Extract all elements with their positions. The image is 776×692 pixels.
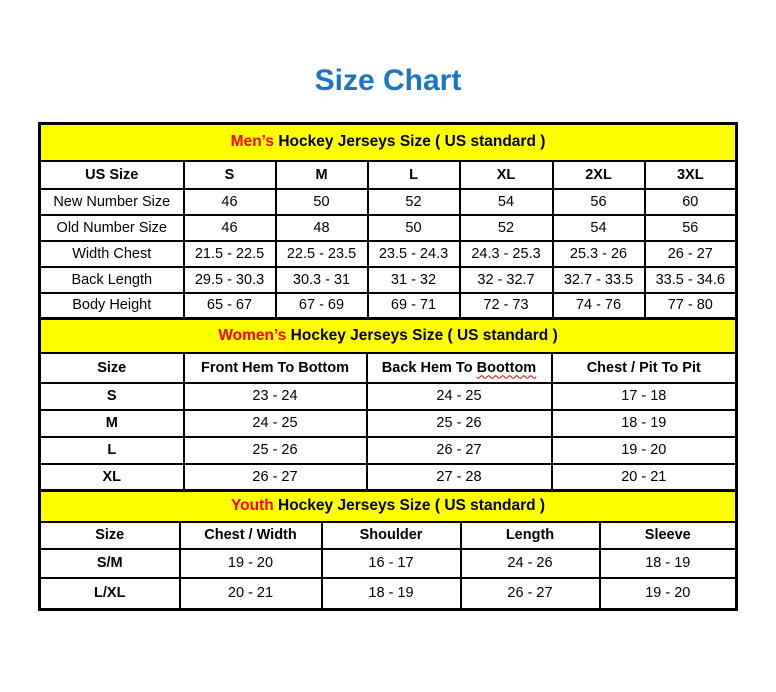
column-header: S bbox=[184, 161, 276, 189]
size-value-cell: 52 bbox=[460, 215, 553, 241]
size-value-cell: 18 - 19 bbox=[600, 549, 737, 578]
row-label: L bbox=[40, 437, 184, 464]
spellcheck-underlined-word: Boottom bbox=[476, 359, 537, 376]
size-value-cell: 50 bbox=[276, 189, 368, 215]
size-value-cell: 25 - 26 bbox=[184, 437, 367, 464]
column-header: Shoulder bbox=[322, 522, 461, 549]
table-row bbox=[40, 383, 737, 410]
column-header: 2XL bbox=[553, 161, 645, 189]
size-value-cell: 21.5 - 22.5 bbox=[184, 241, 276, 267]
row-label: S/M bbox=[40, 549, 180, 578]
size-value-cell: 19 - 20 bbox=[552, 437, 737, 464]
size-value-cell: 26 - 27 bbox=[184, 464, 367, 491]
size-value-cell: 17 - 18 bbox=[552, 383, 737, 410]
size-value-cell: 27 - 28 bbox=[367, 464, 552, 491]
size-value-cell: 65 - 67 bbox=[184, 293, 276, 319]
row-label: Old Number Size bbox=[40, 215, 184, 241]
table-row bbox=[40, 241, 737, 267]
youth-banner-row bbox=[40, 491, 737, 522]
mens-table-banner bbox=[40, 124, 737, 161]
size-value-cell: 20 - 21 bbox=[552, 464, 737, 491]
table-row bbox=[40, 267, 737, 293]
size-value-cell: 67 - 69 bbox=[276, 293, 368, 319]
row-label: New Number Size bbox=[40, 189, 184, 215]
column-header: Size bbox=[40, 353, 184, 383]
size-value-cell: 19 - 20 bbox=[600, 578, 737, 610]
row-label: Back Length bbox=[40, 267, 184, 293]
size-value-cell: 56 bbox=[645, 215, 737, 241]
table-row bbox=[40, 578, 737, 610]
size-value-cell: 32 - 32.7 bbox=[460, 267, 553, 293]
column-header: L bbox=[368, 161, 460, 189]
youth-table-banner bbox=[40, 491, 737, 522]
column-header-prefix: Back Hem To bbox=[381, 359, 477, 376]
youth-header-row bbox=[40, 522, 737, 549]
table-row bbox=[40, 464, 737, 491]
size-value-cell: 60 bbox=[645, 189, 737, 215]
size-value-cell: 46 bbox=[184, 189, 276, 215]
page-title: Size Chart bbox=[314, 64, 462, 97]
youth-banner-highlight: Youth bbox=[230, 497, 274, 515]
row-label: Width Chest bbox=[40, 241, 184, 267]
size-value-cell: 26 - 27 bbox=[367, 437, 552, 464]
mens-header-row bbox=[40, 161, 737, 189]
size-value-cell: 46 bbox=[184, 215, 276, 241]
column-header: Chest / Width bbox=[180, 522, 322, 549]
size-value-cell: 18 - 19 bbox=[322, 578, 461, 610]
row-label: L/XL bbox=[40, 578, 180, 610]
womens-size-table bbox=[38, 317, 738, 492]
table-row bbox=[40, 189, 737, 215]
mens-size-table bbox=[38, 122, 738, 320]
size-value-cell: 24.3 - 25.3 bbox=[460, 241, 553, 267]
size-value-cell: 77 - 80 bbox=[645, 293, 737, 319]
size-value-cell: 23.5 - 24.3 bbox=[368, 241, 460, 267]
mens-banner-row bbox=[40, 124, 737, 161]
size-value-cell: 24 - 26 bbox=[461, 549, 600, 578]
youth-banner-text: Hockey Jerseys Size ( US standard ) bbox=[273, 497, 546, 515]
table-row bbox=[40, 410, 737, 437]
row-label: M bbox=[40, 410, 184, 437]
size-value-cell: 56 bbox=[553, 189, 645, 215]
size-value-cell: 69 - 71 bbox=[368, 293, 460, 319]
size-value-cell: 48 bbox=[276, 215, 368, 241]
size-value-cell: 24 - 25 bbox=[184, 410, 367, 437]
size-value-cell: 33.5 - 34.6 bbox=[645, 267, 737, 293]
column-header: 3XL bbox=[645, 161, 737, 189]
womens-banner-row bbox=[40, 319, 737, 353]
size-tables bbox=[38, 122, 735, 611]
size-value-cell: 30.3 - 31 bbox=[276, 267, 368, 293]
size-value-cell: 74 - 76 bbox=[553, 293, 645, 319]
column-header-misspelled bbox=[367, 353, 552, 383]
size-value-cell: 26 - 27 bbox=[461, 578, 600, 610]
column-header: Front Hem To Bottom bbox=[184, 353, 367, 383]
size-value-cell: 25.3 - 26 bbox=[553, 241, 645, 267]
size-value-cell: 19 - 20 bbox=[180, 549, 322, 578]
mens-banner-highlight: Men’s bbox=[230, 133, 275, 151]
size-value-cell: 23 - 24 bbox=[184, 383, 367, 410]
size-value-cell: 29.5 - 30.3 bbox=[184, 267, 276, 293]
size-value-cell: 16 - 17 bbox=[322, 549, 461, 578]
column-header: Sleeve bbox=[600, 522, 737, 549]
table-row bbox=[40, 215, 737, 241]
column-header: Length bbox=[461, 522, 600, 549]
table-row bbox=[40, 437, 737, 464]
womens-banner-text: Hockey Jerseys Size ( US standard ) bbox=[286, 326, 558, 344]
size-value-cell: 18 - 19 bbox=[552, 410, 737, 437]
size-value-cell: 25 - 26 bbox=[367, 410, 552, 437]
size-value-cell: 52 bbox=[368, 189, 460, 215]
row-label: S bbox=[40, 383, 184, 410]
mens-banner-text: Hockey Jerseys Size ( US standard ) bbox=[274, 133, 546, 151]
womens-table-banner bbox=[40, 319, 737, 353]
womens-header-row bbox=[40, 353, 737, 383]
size-value-cell: 26 - 27 bbox=[645, 241, 737, 267]
column-header: XL bbox=[460, 161, 553, 189]
size-value-cell: 72 - 73 bbox=[460, 293, 553, 319]
size-value-cell: 54 bbox=[460, 189, 553, 215]
size-value-cell: 24 - 25 bbox=[367, 383, 552, 410]
table-row bbox=[40, 293, 737, 319]
column-header: M bbox=[276, 161, 368, 189]
size-value-cell: 22.5 - 23.5 bbox=[276, 241, 368, 267]
row-label: Body Height bbox=[40, 293, 184, 319]
size-value-cell: 20 - 21 bbox=[180, 578, 322, 610]
column-header: US Size bbox=[40, 161, 184, 189]
column-header: Size bbox=[40, 522, 180, 549]
youth-size-table bbox=[38, 489, 738, 611]
column-header: Chest / Pit To Pit bbox=[552, 353, 737, 383]
size-value-cell: 50 bbox=[368, 215, 460, 241]
size-value-cell: 31 - 32 bbox=[368, 267, 460, 293]
row-label: XL bbox=[40, 464, 184, 491]
table-row bbox=[40, 549, 737, 578]
womens-banner-highlight: Women’s bbox=[218, 326, 287, 344]
size-value-cell: 54 bbox=[553, 215, 645, 241]
size-value-cell: 32.7 - 33.5 bbox=[553, 267, 645, 293]
